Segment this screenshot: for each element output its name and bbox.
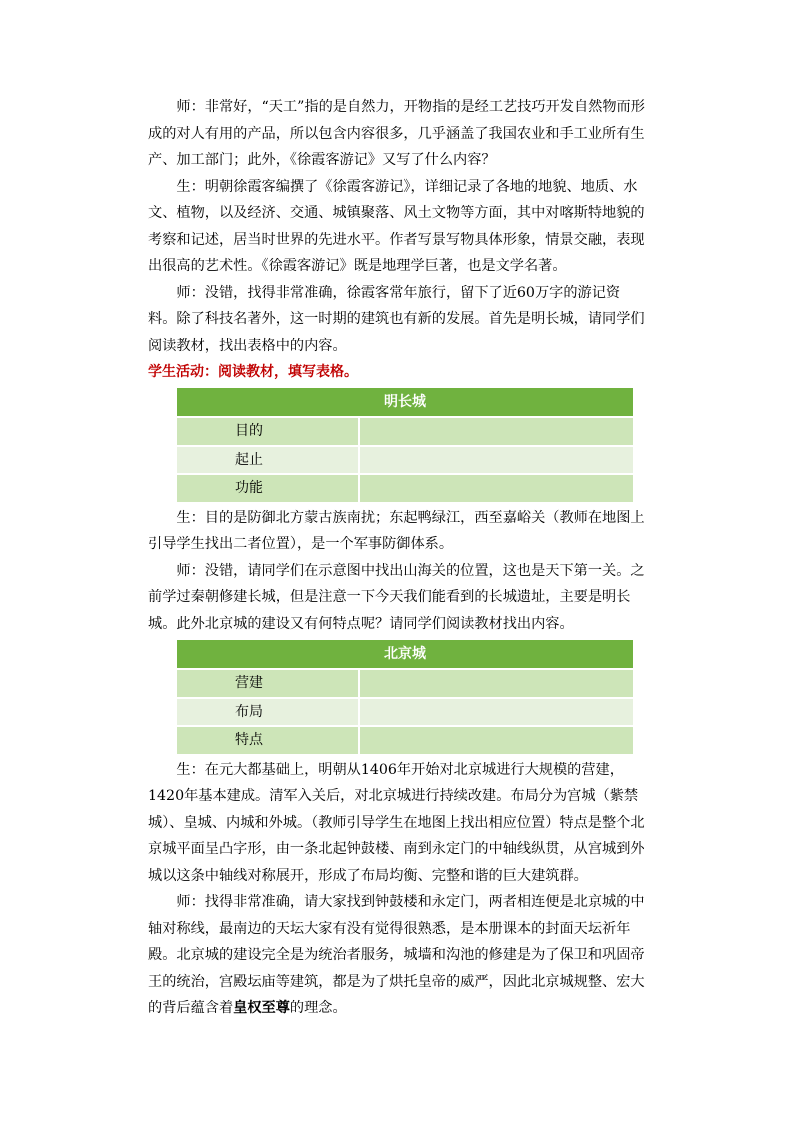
table-row [176, 474, 634, 503]
row-label: 目的 [176, 417, 359, 446]
row-label: 布局 [176, 698, 359, 727]
row-value-cell [359, 669, 634, 698]
row-label: 特点 [176, 726, 359, 755]
row-value-cell [359, 698, 634, 727]
table-row [176, 726, 634, 755]
row-label: 起止 [176, 446, 359, 475]
document-body [148, 94, 648, 1022]
table-row [176, 446, 634, 475]
emphasis-text: 皇权至尊 [233, 1000, 290, 1016]
table-row [176, 669, 634, 698]
teacher-paragraph-4 [148, 889, 648, 1022]
teacher-paragraph-3: 师：没错，请同学们在示意图中找出山海关的位置，这也是天下第一关。之前学过秦朝修建长城，但是注意一下今天我们能看到的长城遗址，主要是明长城。此外北京城的建设又有何特点呢？请同学们阅读教材找出内容。 [148, 562, 645, 632]
teacher-paragraph-1: 师：非常好，“天工”指的是自然力，开物指的是经工艺技巧开发自然物而形成的对人有用的产品，所以包含内容很多，几乎涵盖了我国农业和手工业所有生产、加工部门；此外，《徐霞客游记》又写了什么内容？ [148, 99, 645, 168]
student-activity-heading: 学生活动：阅读教材，填写表格。 [148, 364, 358, 380]
row-value-cell [359, 474, 634, 503]
student-paragraph-2: 生：目的是防御北方蒙古族南扰；东起鸭绿江，西至嘉峪关（教师在地图上引导学生找出二者位置），是一个军事防御体系。 [148, 509, 645, 552]
paragraph-text: 师：找得非常准确，请大家找到钟鼓楼和永定门，两者相连便是北京城的中轴对称线，最南边的天坛大家有没有觉得很熟悉，是本册课本的封面天坛祈年殿。北京城的建设完全是为统治者服务，城墙和沟池的修建是为了保卫和巩固帝王的统治，宫殿坛庙等建筑，都是为了烘托皇帝的威严，因此北京城规整、宏大的背后蕴含着 [148, 894, 645, 1016]
student-paragraph-1: 生：明朝徐霞客编撰了《徐霞客游记》，详细记录了各地的地貌、地质、水文、植物，以及经济、交通、城镇聚落、风土文物等方面，其中对喀斯特地貌的考察和记述，居当时世界的先进水平。作者写景写物具体形象，情景交融，表现出很高的艺术性。《徐霞客游记》既是地理学巨著，也是文学名著。 [148, 178, 645, 274]
beijing-city-table [176, 639, 634, 755]
row-label: 营建 [176, 669, 359, 698]
paragraph-text-end: 的理念。 [289, 1000, 347, 1016]
ming-great-wall-table [176, 387, 634, 503]
row-label: 功能 [176, 474, 359, 503]
row-value-cell [359, 417, 634, 446]
student-paragraph-3: 生：在元大都基础上，明朝从1406年开始对北京城进行大规模的营建，1420年基本建成。清军入关后，对北京城进行持续改建。布局分为宫城（紫禁城）、皇城、内城和外城。（教师引导学生在地图上找出相应位置）特点是整个北京城平面呈凸字形，由一条北起钟鼓楼、南到永定门的中轴线纵贯，从宫城到外城以这条中轴线对称展开，形成了布局均衡、完整和谐的巨大建筑群。 [148, 761, 645, 884]
teacher-paragraph-2: 师：没错，找得非常准确，徐霞客常年旅行，留下了近60万字的游记资料。除了科技名著外，这一时期的建筑也有新的发展。首先是明长城，请同学们阅读教材，找出表格中的内容。 [148, 284, 645, 354]
row-value-cell [359, 726, 634, 755]
table-header: 北京城 [176, 639, 634, 669]
table-row [176, 698, 634, 727]
table-header: 明长城 [176, 387, 634, 417]
table-row [176, 417, 634, 446]
row-value-cell [359, 446, 634, 475]
